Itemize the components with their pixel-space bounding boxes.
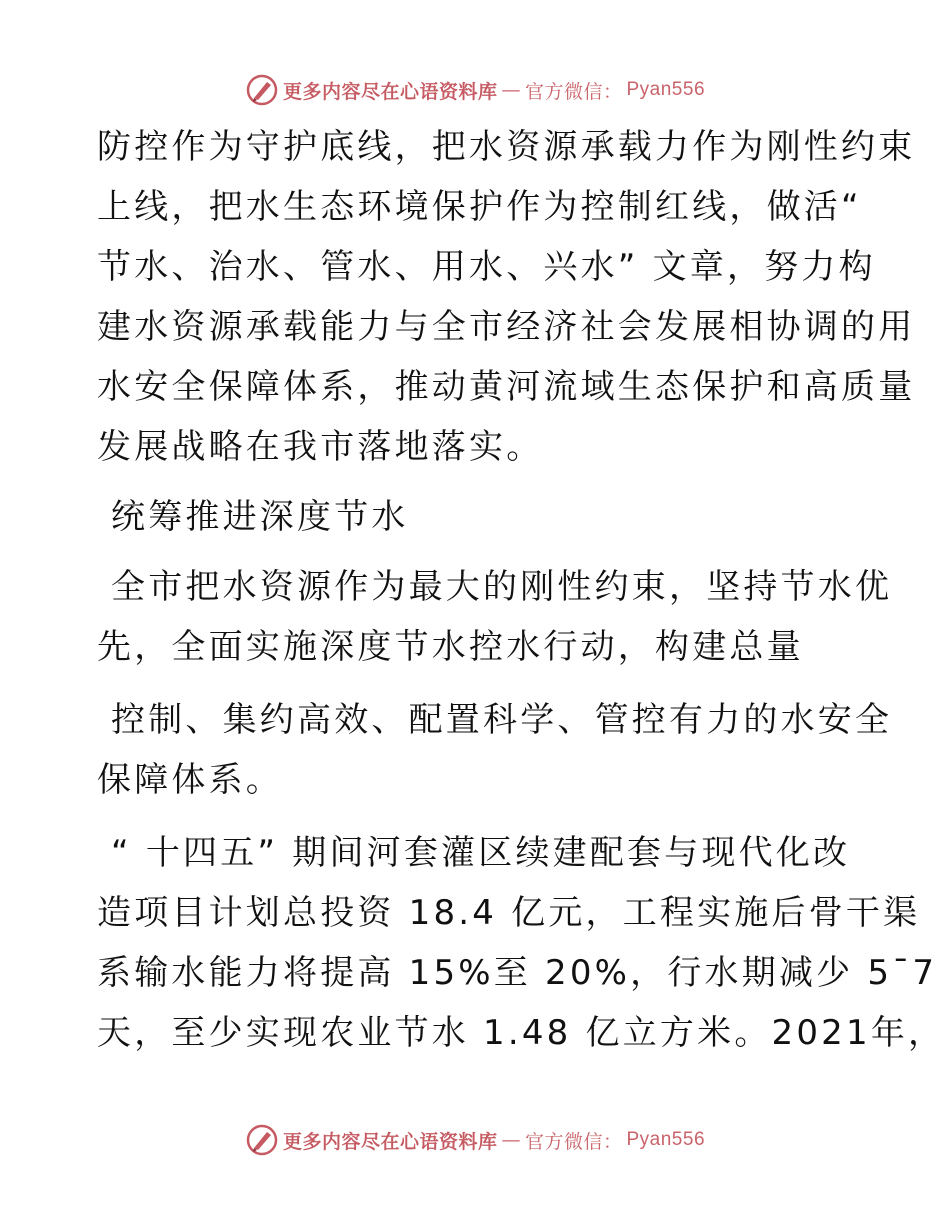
header-watermark — [0, 70, 950, 110]
text-line: 上线，把水生态环境保护作为控制红线，做活“ — [97, 187, 862, 227]
text-line: 全市把水资源作为最大的刚性约束，坚持节水优 — [97, 567, 893, 607]
watermark-label: 官方微信： — [524, 80, 623, 103]
pen-logo-icon — [245, 1123, 279, 1157]
watermark-wechat-id: Pyan556 — [626, 79, 706, 100]
watermark-dash: — — [501, 79, 521, 101]
text-line: 建水资源承载能力与全市经济社会发展相协调的用 — [97, 307, 916, 347]
text-line: 系输水能力将提高 15%至 20%，行水期减少 5¯7 — [97, 953, 938, 993]
watermark-dash: — — [501, 1129, 521, 1151]
text-line: 控制、集约高效、配置科学、管控有力的水安全 — [97, 700, 893, 740]
watermark-main-text: 更多内容尽在心语资料库 — [282, 80, 498, 103]
text-line: 造项目计划总投资 18.4 亿元，工程实施后骨干渠 — [97, 893, 921, 933]
text-line: “ 十四五” 期间河套灌区续建配套与现代化改 — [97, 833, 851, 873]
text-line: 发展战略在我市落地落实。 — [97, 427, 544, 467]
watermark-wechat-id: Pyan556 — [626, 1129, 706, 1150]
footer-watermark — [0, 1120, 950, 1160]
text-line: 先，全面实施深度节水控水行动，构建总量 — [97, 627, 804, 667]
text-line: 防控作为守护底线，把水资源承载力作为刚性约束 — [97, 127, 916, 167]
text-line: 节水、治水、管水、用水、兴水” 文章，努力构 — [97, 247, 876, 287]
text-line: 保障体系。 — [97, 760, 283, 800]
watermark-label: 官方微信： — [524, 1130, 623, 1153]
text-line: 水安全保障体系，推动黄河流域生态保护和高质量 — [97, 367, 916, 407]
text-line: 天，至少实现农业节水 1.48 亿立方米。2021年， — [97, 1013, 946, 1053]
pen-logo-icon — [245, 73, 279, 107]
watermark-main-text: 更多内容尽在心语资料库 — [282, 1130, 498, 1153]
section-heading: 统筹推进深度节水 — [97, 497, 409, 537]
